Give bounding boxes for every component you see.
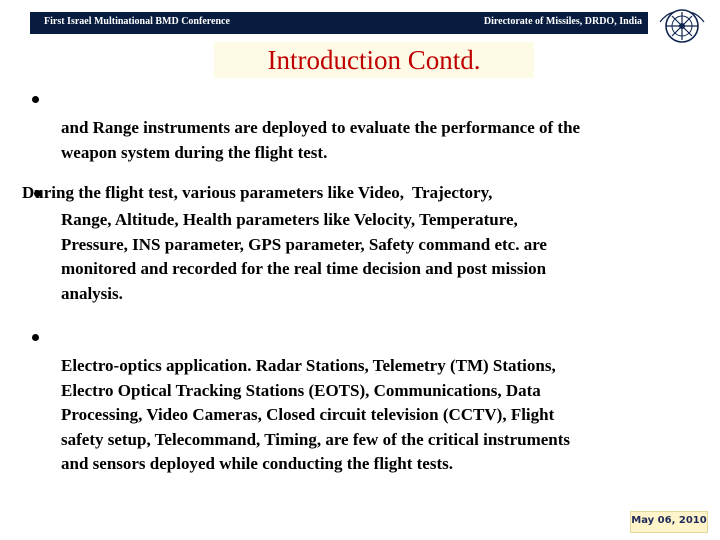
paragraph-line: Range, Altitude, Health parameters like Velocity, Temperature,: [61, 210, 518, 229]
paragraph-line: analysis.: [61, 283, 123, 303]
bullet-dot: [32, 96, 39, 103]
paragraph-3: [61, 354, 681, 477]
paragraph-1: [61, 116, 681, 165]
paragraph-line: weapon system during the flight test.: [61, 142, 328, 162]
paragraph-line: monitored and recorded for the real time decision and post mission: [61, 259, 547, 278]
paragraph-2-first-line: During the flight test, various parameters like Video,: [22, 183, 404, 202]
paragraph-line: Pressure, INS parameter, GPS parameter, Safety command etc. are: [61, 234, 547, 254]
paragraph-line: and Range instruments are deployed to evaluate the performance of the: [61, 118, 581, 137]
paragraph-line: Electro-optics application. Radar Stations, Telemetry (TM) Stations,: [61, 356, 556, 375]
paragraph-line: Processing, Video Cameras, Closed circuit television (CCTV), Flight: [61, 405, 555, 424]
slide-date: May 06, 2010: [631, 515, 707, 526]
paragraph-line: safety setup, Telecommand, Timing, are few of the critical instruments: [61, 429, 571, 449]
bullet-dot: [32, 334, 39, 341]
header-bar: [30, 12, 648, 34]
paragraph-line: and sensors deployed while conducting the flight tests.: [61, 454, 453, 473]
title-box: [214, 42, 534, 78]
conference-name: First Israel Multinational BMD Conference: [44, 16, 230, 27]
paragraph-2: [61, 208, 681, 306]
organization-name: Directorate of Missiles, DRDO, India: [483, 16, 642, 27]
slide-title: Introduction Contd.: [267, 45, 481, 75]
drdo-emblem-icon: [656, 8, 708, 44]
date-box: [630, 511, 708, 533]
overlapping-word: Trajectory,: [412, 183, 493, 202]
paragraph-line: Electro Optical Tracking Stations (EOTS), Communications, Data: [61, 380, 541, 400]
